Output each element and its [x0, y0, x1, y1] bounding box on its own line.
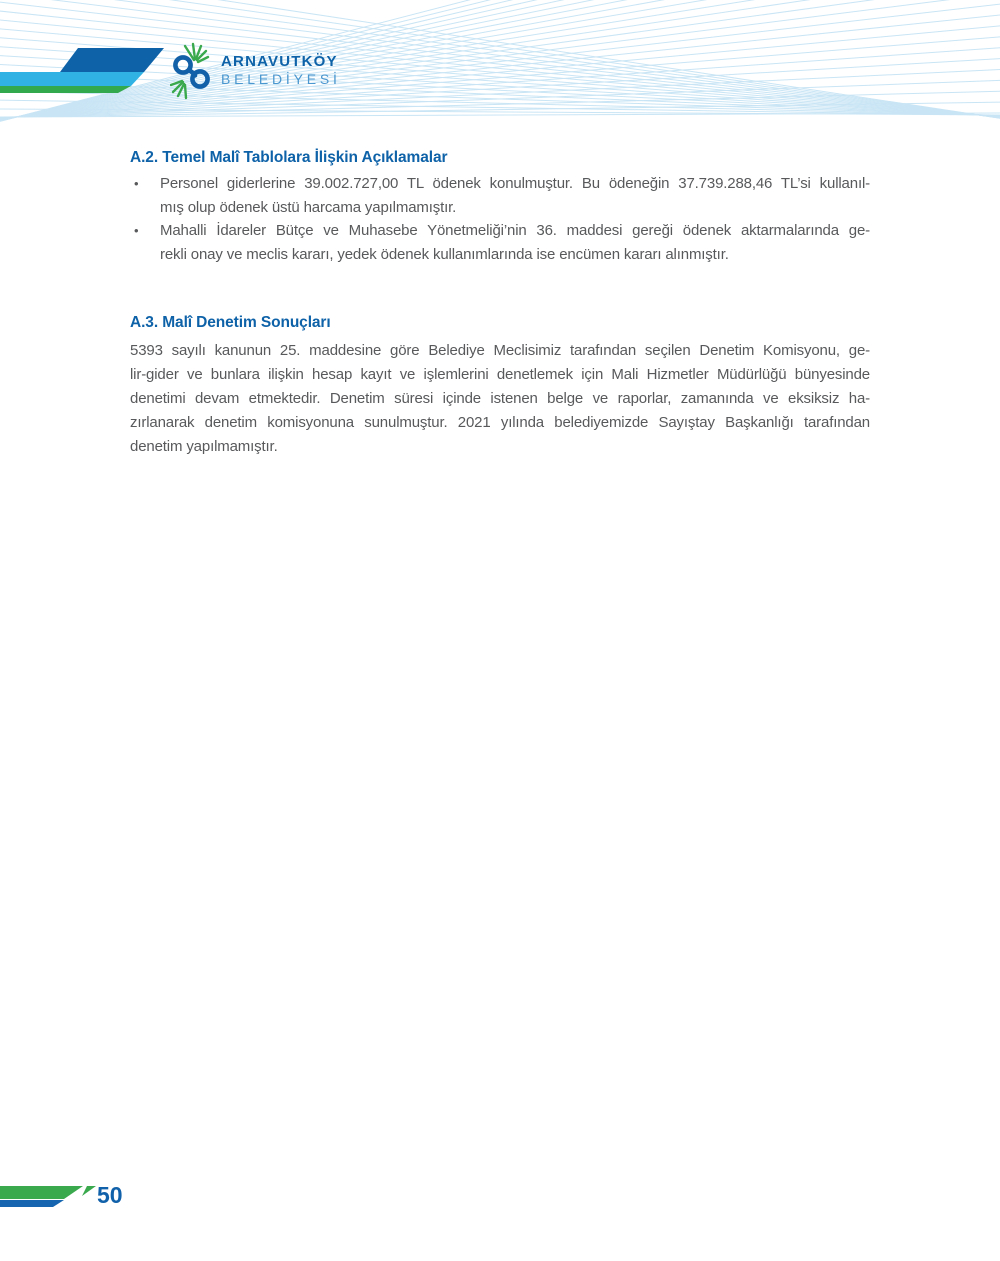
- bullet-marker: •: [134, 176, 139, 191]
- section-heading-a2: A.2. Temel Malî Tablolara İlişkin Açıklamalar: [130, 149, 448, 166]
- footer-band-green: [0, 1186, 83, 1199]
- text-line: Personel giderlerine 39.002.727,00 TL ödenek konulmuştur. Bu ödeneğin 37.739.288,46 TL’si kullanıl-: [160, 175, 870, 192]
- text-line: lir-gider ve bunlara ilişkin hesap kayıt ve işlemlerini denetlemek için Mali Hizmetler Müdürlüğü bünyesinde: [130, 366, 870, 383]
- footer-band-green-tip: [82, 1186, 96, 1196]
- bullet-text: [160, 172, 870, 219]
- header-band-cyan: [0, 72, 144, 86]
- text-line: mış olup ödenek üstü harcama yapılmamıştır.: [160, 198, 457, 216]
- text-line: rekli onay ve meclis kararı, yedek ödenek kullanımlarında ise encümen kararı alınmıştır.: [160, 246, 729, 264]
- bullet-list: [130, 172, 870, 267]
- bullet-text: [160, 219, 870, 266]
- bullet-marker: •: [134, 223, 139, 239]
- page-number: 50: [97, 1182, 123, 1208]
- text-line: denetimi devam etmektedir. Denetim süresi içinde istenen belge ve raporlar, zamanında ve eksiksiz ha-: [130, 390, 870, 407]
- footer-ribbon-decoration: [0, 1150, 1000, 1230]
- text-line: 5393 sayılı kanunun 25. maddesine göre Belediye Meclisimiz tarafından seçilen Denetim Komisyonu, ge-: [130, 342, 870, 359]
- brand-wordmark: [221, 52, 341, 88]
- section-heading-a3: A.3. Malî Denetim Sonuçları: [130, 314, 331, 331]
- municipality-logo-icon: [170, 42, 218, 100]
- list-item: [130, 172, 870, 219]
- text-line: denetim yapılmamıştır.: [130, 438, 278, 455]
- brand-name-line2: BELEDİYESİ: [221, 71, 341, 87]
- brand-name-line1: ARNAVUTKÖY: [221, 53, 338, 70]
- header-band-dark-blue: [60, 48, 164, 72]
- header-band-green: [0, 86, 131, 93]
- text-line: Mahalli İdareler Bütçe ve Muhasebe Yönetmeliği’nin 36. maddesi gereği ödenek aktarmalarında ge-: [160, 222, 870, 240]
- list-item: [130, 219, 870, 266]
- text-line: zırlanarak denetim komisyonuna sunulmuştur. 2021 yılında belediyemizde Sayıştay Başkanlığı tarafından: [130, 414, 870, 431]
- footer-band-blue: [0, 1200, 64, 1207]
- header-decoration: [0, 0, 1000, 140]
- section-paragraph: [130, 339, 870, 459]
